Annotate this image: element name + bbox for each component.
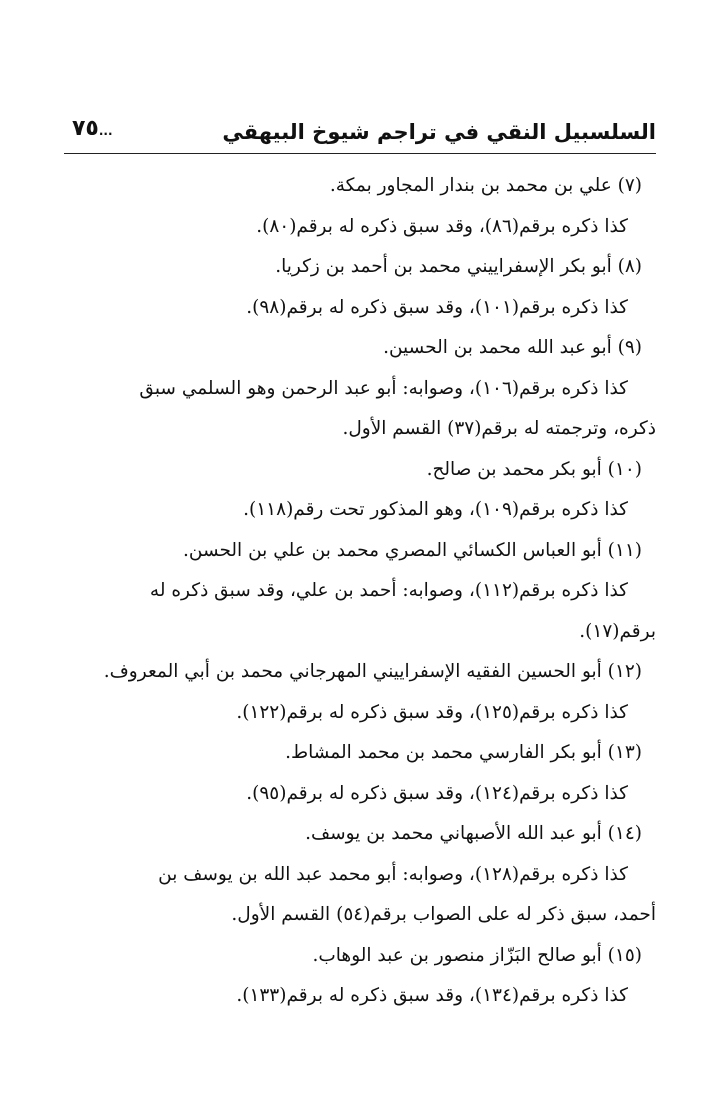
- entry-note-line: كذا ذكره برقم(٨٦)، وقد سبق ذكره له برقم(٨٠).: [256, 215, 628, 237]
- entry-heading-line: (١٤) أبو عبد الله الأصبهاني محمد بن يوسف.: [305, 823, 642, 844]
- entry-note-continuation: ذكره، وترجمته له برقم(٣٧) القسم الأول.: [342, 418, 656, 439]
- entry-note-line: كذا ذكره برقم(١٢٤)، وقد سبق ذكره له برقم(٩٥).: [246, 782, 628, 804]
- page-header: [64, 114, 656, 154]
- header-rule: [64, 153, 656, 154]
- page-body: [62, 166, 656, 1017]
- entry-note-line: كذا ذكره برقم(١٠٩)، وهو المذكور تحت رقم(١١٨).: [243, 499, 628, 520]
- entry-heading-line: (١٣) أبو بكر الفارسي محمد بن محمد المشاط.: [285, 742, 642, 763]
- entry-note-line: كذا ذكره برقم(١٠٦)، وصوابه: أبو عبد الرحمن وهو السلمي سبق: [139, 377, 628, 399]
- entry-heading-line: (١٥) أبو صالح البَزّاز منصور بن عبد الوهاب.: [312, 944, 642, 966]
- entry-heading-line: (٩) أبو عبد الله محمد بن الحسين.: [383, 337, 642, 358]
- running-title: السلسبيل النقي في تراجم شيوخ البيهقي: [222, 120, 656, 144]
- entry-heading-line: (١٠) أبو بكر محمد بن صالح.: [426, 458, 642, 480]
- entry-heading-line: (٨) أبو بكر الإسفراييني محمد بن أحمد بن زكريا.: [275, 256, 642, 277]
- entry-heading-line: (١١) أبو العباس الكسائي المصري محمد بن علي بن الحسن.: [183, 539, 642, 561]
- entry-note-continuation: أحمد، سبق ذكر له على الصواب برقم(٥٤) القسم الأول.: [231, 904, 656, 925]
- entry-note-line: كذا ذكره برقم(١٢٥)، وقد سبق ذكره له برقم(١٢٢).: [236, 701, 628, 723]
- entry-note-continuation: برقم(١٧).: [579, 620, 656, 642]
- entry-heading-line: (٧) علي بن محمد بن بندار المجاور بمكة.: [329, 175, 642, 196]
- entry-heading-line: (١٢) أبو الحسين الفقيه الإسفراييني المهرجاني محمد بن أبي المعروف.: [103, 661, 642, 682]
- entry-note-line: كذا ذكره برقم(١٠١)، وقد سبق ذكره له برقم(٩٨).: [246, 296, 628, 318]
- page-number-dots: ...: [98, 124, 113, 138]
- entry-note-line: كذا ذكره برقم(١٢٨)، وصوابه: أبو محمد عبد الله بن يوسف بن: [158, 863, 628, 885]
- page-number-value: ٧٥: [72, 116, 99, 141]
- entry-note-line: كذا ذكره برقم(١٣٤)، وقد سبق ذكره له برقم(١٣٣).: [236, 985, 628, 1006]
- page-number: [72, 116, 113, 141]
- entry-note-line: كذا ذكره برقم(١١٢)، وصوابه: أحمد بن علي، وقد سبق ذكره له: [149, 580, 628, 601]
